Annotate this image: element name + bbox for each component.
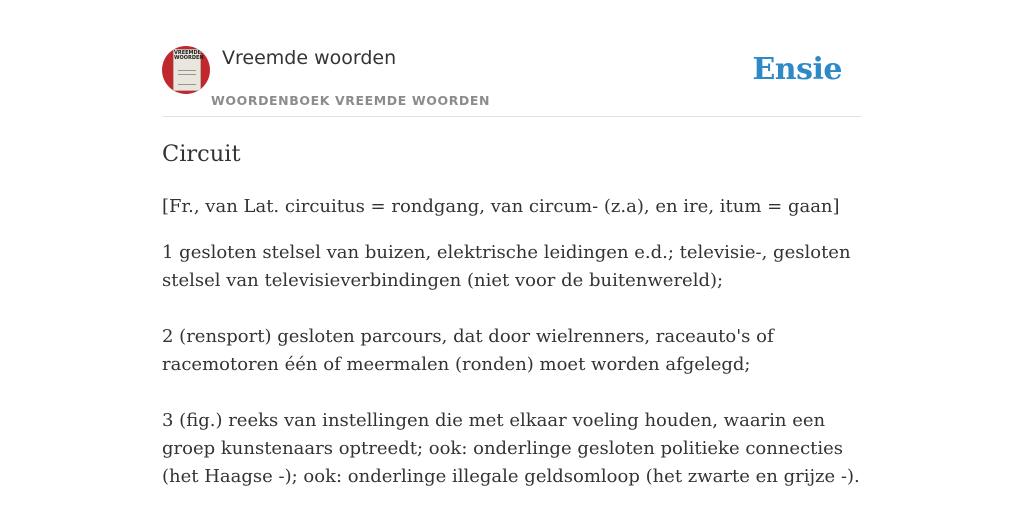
definition-item: 2 (rensport) gesloten parcours, dat door wielrenners, raceauto's of racemotoren één of meermalen (ronden) moet worden afgelegd; xyxy=(162,326,774,375)
site-subtitle: WOORDENBOEK VREEMDE WOORDEN xyxy=(211,93,491,108)
book-cover-line xyxy=(178,70,196,71)
definitions-list xyxy=(162,239,867,512)
book-cover-avatar[interactable] xyxy=(162,46,210,94)
book-cover-title: VREEMDE WOORDEN xyxy=(174,50,204,61)
ensie-logo[interactable]: Ensie xyxy=(752,52,842,87)
definition-item: 3 (fig.) reeks van instellingen die met elkaar voeling houden, waarin een groep kunstenaars optreedt; ook: onderlinge gesloten politieke connecties (het Haagse -); ook: onderlinge illegale geldsomloop (het zwarte en grijze -). xyxy=(162,410,860,487)
site-title-link[interactable]: Vreemde woorden xyxy=(222,47,397,69)
book-cover-line xyxy=(178,84,196,85)
entry-title: Circuit xyxy=(162,141,241,167)
site-header xyxy=(162,46,862,117)
definition-item: 1 gesloten stelsel van buizen, elektrische leidingen e.d.; televisie-, gesloten stelsel van televisieverbindingen (niet voor de buitenwereld); xyxy=(162,242,851,291)
book-cover-image xyxy=(173,49,204,91)
book-cover-line xyxy=(178,74,196,75)
etymology-text: [Fr., van Lat. circuitus = rondgang, van circum- (z.a), en ire, itum = gaan] xyxy=(162,196,840,217)
